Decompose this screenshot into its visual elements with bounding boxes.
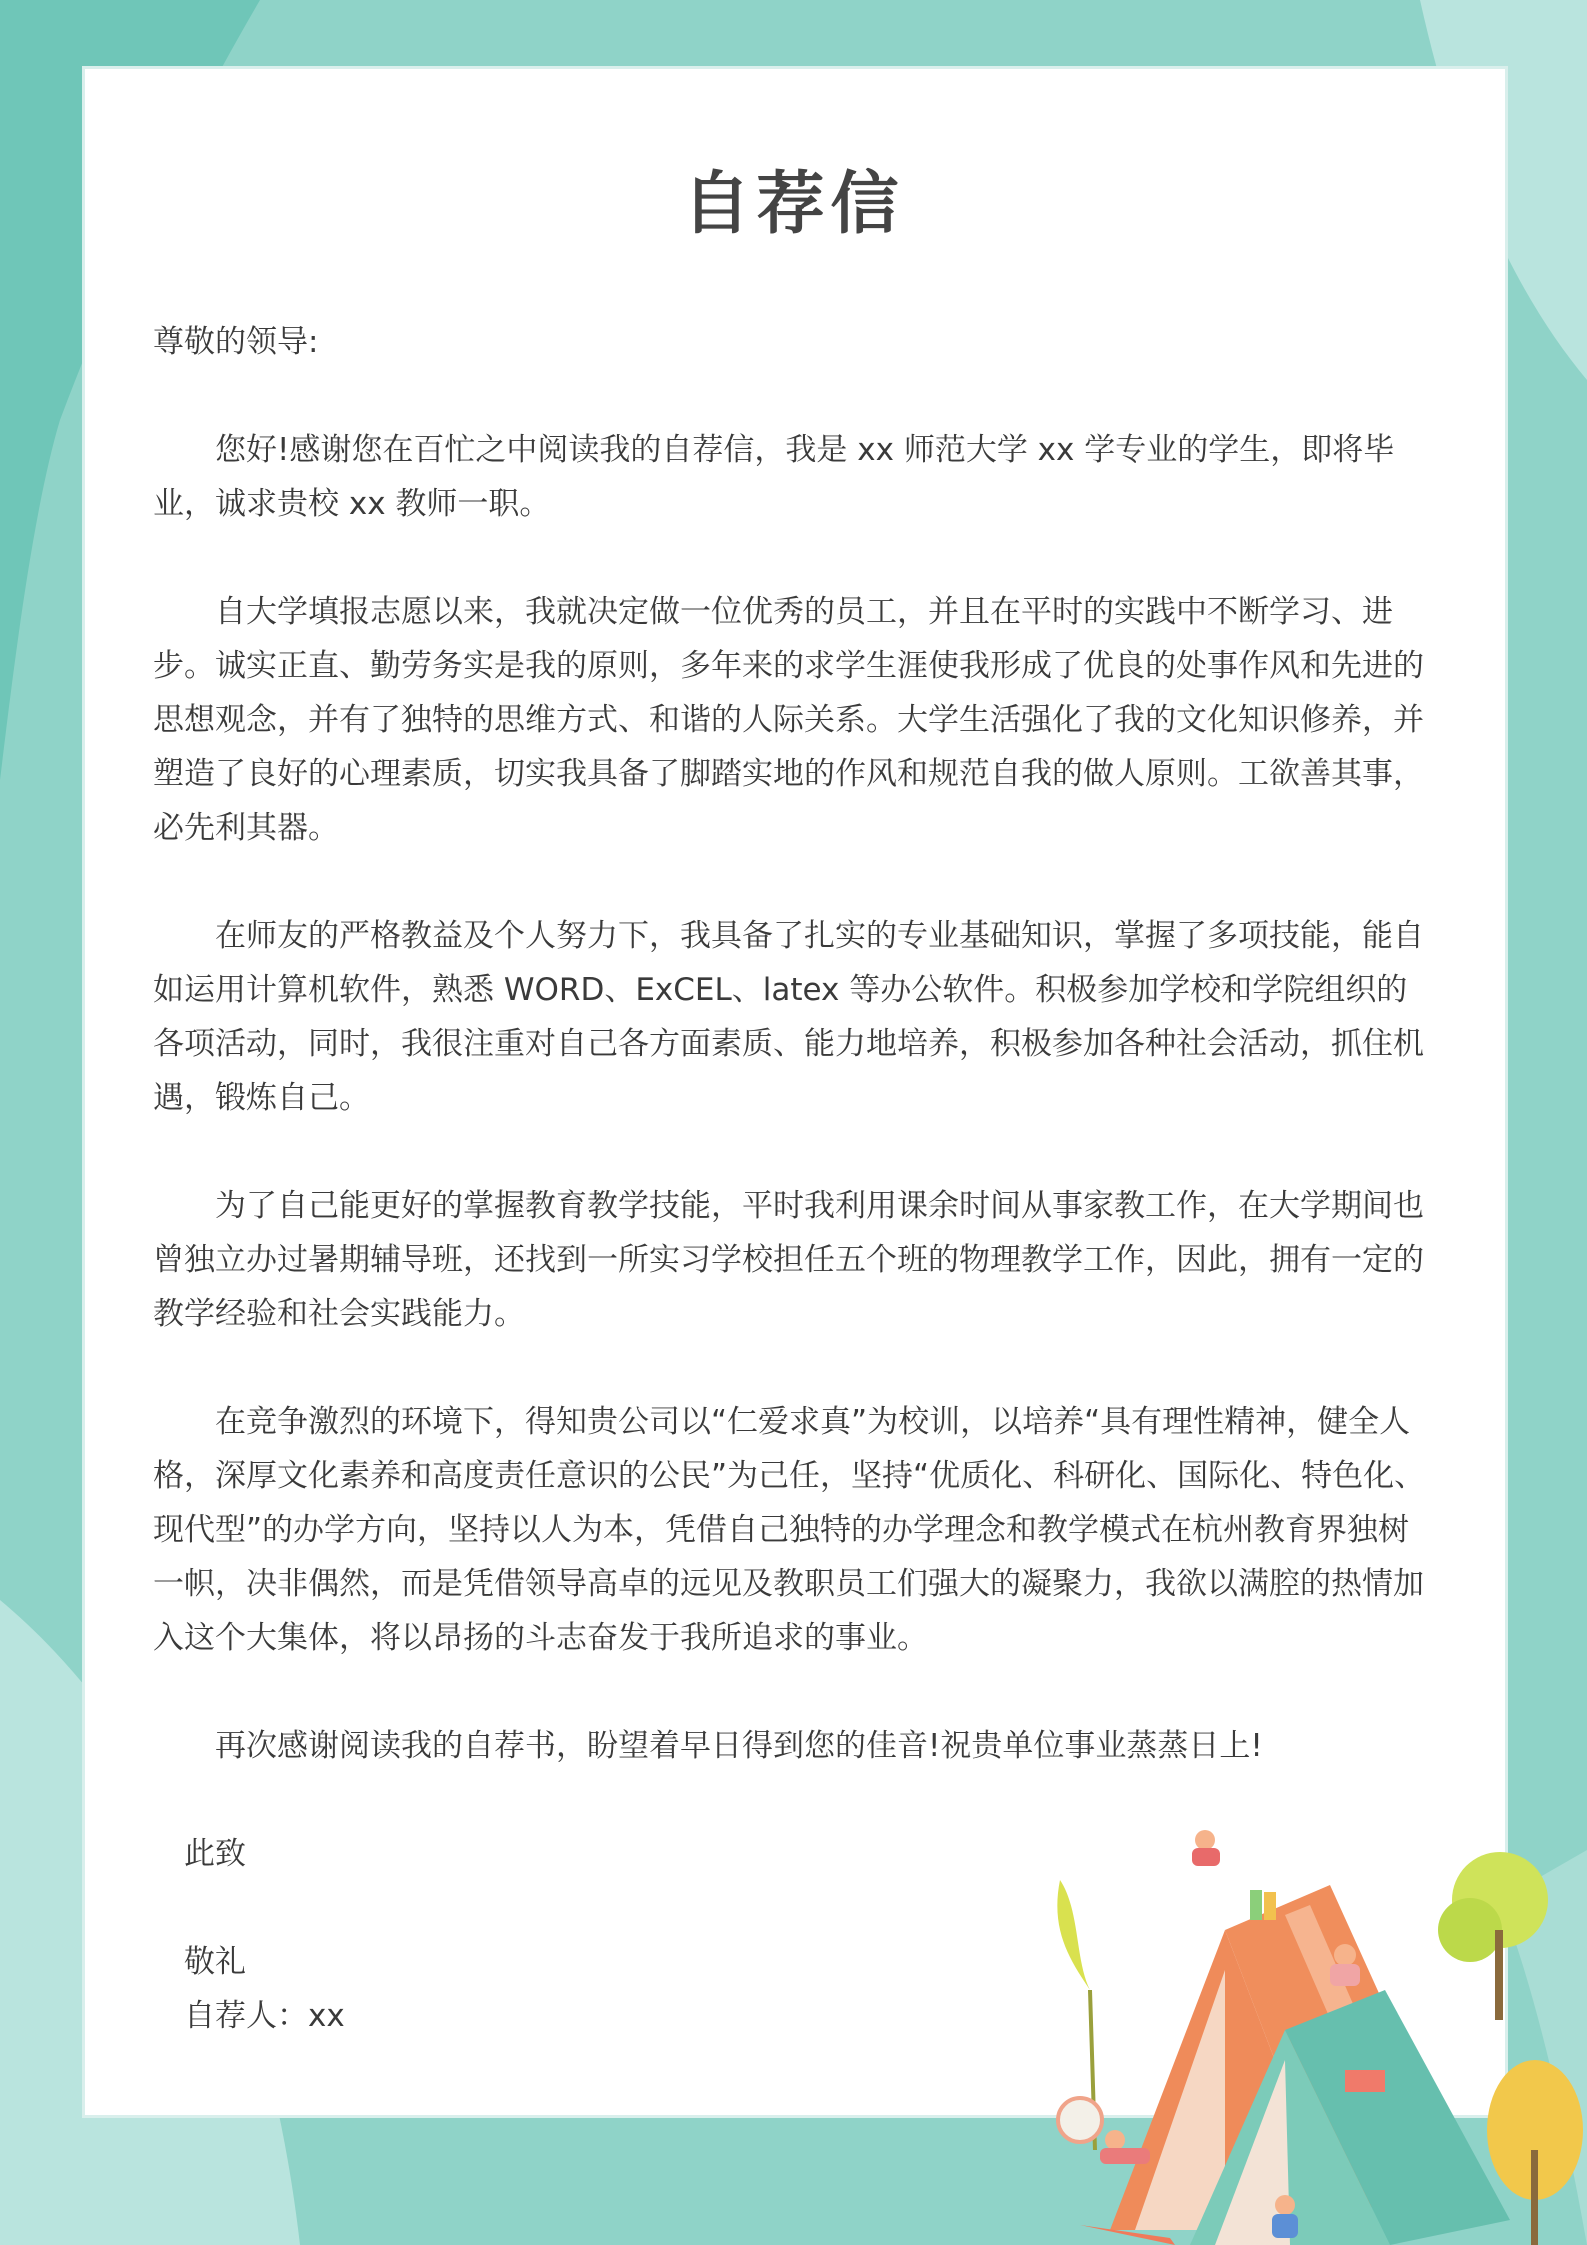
paragraph-character: 自大学填报志愿以来，我就决定做一位优秀的员工，并且在平时的实践中不断学习、进步。诚实正直、勤劳务实是我的原则，多年来的求学生涯使我形成了优良的处事作风和先进的思想观念，并有了独特的思维方式、和谐的人际关系。大学生活强化了我的文化知识修养，并塑造了良好的心理素质，切实我具备了脚踏实地的作风和规范自我的做人原则。工欲善其事，必先利其器。 bbox=[153, 594, 1424, 846]
page-title: 自荐信 bbox=[682, 165, 905, 244]
paragraph-motivation: 在竞争激烈的环境下，得知贵公司以“仁爱求真”为校训，以培养“具有理性精神，健全人格，深厚文化素养和高度责任意识的公民”为己任，坚持“优质化、科研化、国际化、特色化、现代型”的办学方向，坚持以人为本，凭借自己独特的办学理念和教学模式在杭州教育界独树一帜，决非偶然，而是凭借领导高卓的远见及教职员工们强大的凝聚力，我欲以满腔的热情加入这个大集体，将以昂扬的斗志奋发于我所追求的事业。 bbox=[153, 1404, 1426, 1656]
paragraph-intro: 您好!感谢您在百忙之中阅读我的自荐信，我是 xx 师范大学 xx 学专业的学生，即将毕业，诚求贵校 xx 教师一职。 bbox=[153, 432, 1395, 522]
salute: 敬礼 bbox=[184, 1944, 246, 1980]
paragraph-skills: 在师友的严格教益及个人努力下，我具备了扎实的专业基础知识，掌握了多项技能，能自如运用计算机软件，熟悉 WORD、ExCEL、latex 等办公软件。积极参加学校和学院组织的各项活动，同时，我很注重对自己各方面素质、能力地培养，积极参加各种社会活动，抓住机遇，锻炼自己。 bbox=[153, 918, 1424, 1116]
signature: 自荐人：xx bbox=[184, 1998, 345, 2034]
paragraph-teaching: 为了自己能更好的掌握教育教学技能，平时我利用课余时间从事家教工作，在大学期间也曾独立办过暑期辅导班，还找到一所实习学校担任五个班的物理教学工作，因此，拥有一定的教学经验和社会实践能力。 bbox=[153, 1188, 1424, 1332]
books-illustration bbox=[1040, 1820, 1587, 2245]
letter-body bbox=[153, 315, 1433, 2043]
paragraph-thanks: 再次感谢阅读我的自荐书，盼望着早日得到您的佳音!祝贵单位事业蒸蒸日上! bbox=[215, 1728, 1263, 1764]
greeting: 尊敬的领导: bbox=[153, 324, 319, 360]
closing: 此致 bbox=[184, 1836, 246, 1872]
